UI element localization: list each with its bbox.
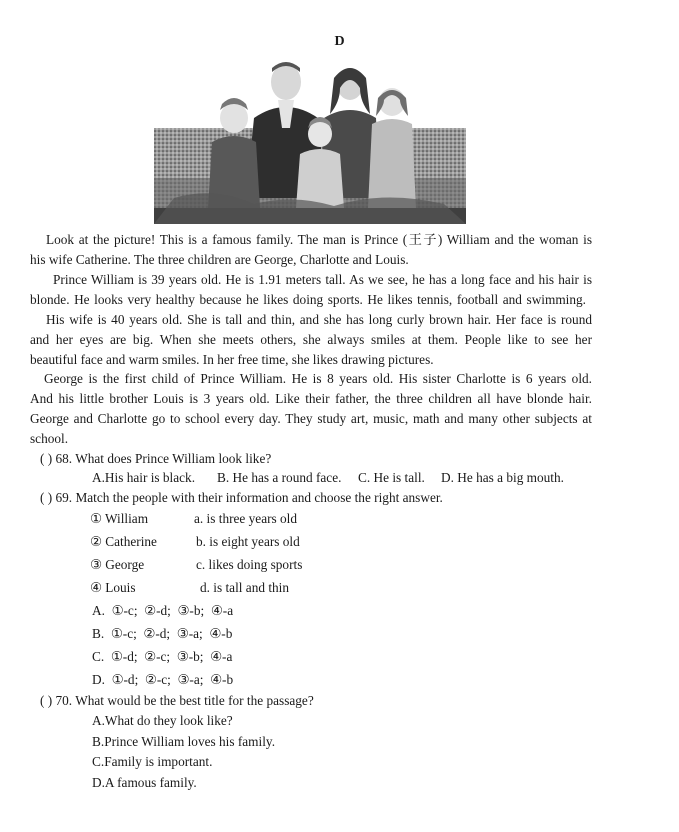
q69-person-george: ③ George	[90, 557, 145, 572]
passage-line: his wife Catherine. The three children are George, Charlotte and Louis.	[30, 252, 409, 267]
q70-option-b: B.Prince William loves his family.	[92, 734, 276, 749]
q68-option-d: D. He has a big mouth.	[441, 470, 564, 485]
q69-person-william: ① William	[90, 511, 149, 526]
q68-option-a: A.His hair is black.	[92, 470, 196, 485]
question-69-stem: ( ) 69. Match the people with their information and choose the right answer.	[40, 490, 443, 505]
family-photo	[154, 58, 466, 224]
q69-info-b: b. is eight years old	[196, 534, 300, 549]
passage-line: And his little brother Louis is 3 years old. Like their father, the three children all have blonde hair.	[30, 391, 592, 406]
passage-line: George and Charlotte go to school every day. They study art, music, math and many other subjects at	[30, 411, 592, 426]
q68-option-c: C. He is tall.	[358, 470, 425, 485]
q70-option-d: D.A famous family.	[92, 775, 197, 790]
passage-line: school.	[30, 431, 69, 446]
q69-option-d: D. ①-d; ②-c; ③-a; ④-b	[92, 672, 234, 687]
q70-option-a: A.What do they look like?	[92, 713, 233, 728]
section-letter: D	[334, 34, 345, 49]
q69-option-b: B. ①-c; ②-d; ③-a; ④-b	[92, 626, 233, 641]
passage-line: beautiful face and warm smiles. In her free time, she likes drawing pictures.	[30, 352, 434, 367]
q70-option-c: C.Family is important.	[92, 754, 213, 769]
question-68-stem: ( ) 68. What does Prince William look like?	[40, 451, 272, 466]
q69-option-c: C. ①-d; ②-c; ③-b; ④-a	[92, 649, 233, 664]
passage-line: George is the first child of Prince William. He is 8 years old. His sister Charlotte is 6 years old.	[44, 371, 592, 386]
q69-option-a: A. ①-c; ②-d; ③-b; ④-a	[92, 603, 234, 618]
passage-line: blonde. He looks very healthy because he likes doing sports. He likes tennis, football and swimming.	[30, 292, 586, 307]
question-70-stem: ( ) 70. What would be the best title for the passage?	[40, 693, 314, 708]
q69-info-a: a. is three years old	[194, 511, 298, 526]
passage-line: and her eyes are big. When she meets others, she always smiles at them. People like to see her	[30, 332, 592, 347]
q68-option-b: B. He has a round face.	[217, 470, 342, 485]
q69-info-d: d. is tall and thin	[200, 580, 290, 595]
q69-person-catherine: ② Catherine	[90, 534, 157, 549]
q69-info-c: c. likes doing sports	[196, 557, 303, 572]
passage-line: His wife is 40 years old. She is tall and thin, and she has long curly brown hair. Her face is round	[46, 312, 592, 327]
passage-line: Prince William is 39 years old. He is 1.91 meters tall. As we see, he has a long face and his hair is	[53, 272, 592, 287]
passage-line: Look at the picture! This is a famous family. The man is Prince (王子) William and the woman is	[46, 232, 592, 247]
q69-person-louis: ④ Louis	[90, 580, 136, 595]
